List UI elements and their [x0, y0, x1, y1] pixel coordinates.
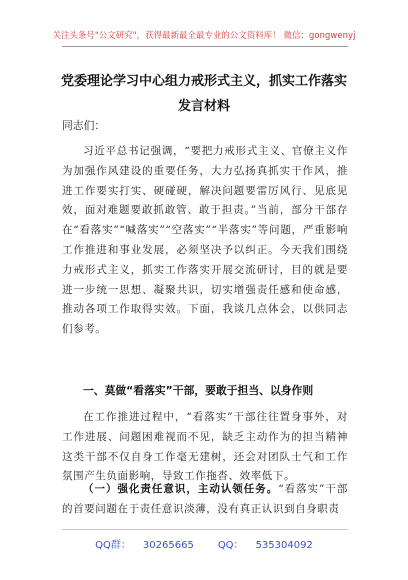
subsection-text: “看落实”干部的首要问题在于责任意识淡薄，没有真正认识到自身职责 — [62, 483, 348, 515]
paragraph-intro: 习近平总书记强调，“要把力戒形式主义、官僚主义作为加强作风建设的重要任务，大力弘扬真抓实干作风，推进工作要实打实、硬碰硬，解决问题要雷厉风行、见底见效，面对难题要敢抓敢管、敢于担责。”当前，部分干部存在“看落实”“喊落实”“空落实”“半落实”等问题，严重影响工作推进和事业发展，必须坚决予以纠正。今天我们围绕力戒形式主义，抓实工作落实开展交流研讨，目的就是要进一步统一思想、凝聚共识，切实增强责任感和使命感，推动各项工作取得实效。下面，我谈几点体会，以供同志们参考。 — [62, 145, 348, 336]
qq-number: 535304092 — [255, 540, 313, 551]
footer-contact — [0, 536, 408, 551]
header-divider — [62, 46, 348, 47]
footer-divider — [62, 529, 348, 530]
qq-group — [89, 540, 200, 551]
qq-contact — [212, 540, 319, 551]
qq-group-label: QQ群： — [95, 540, 131, 551]
qq-label: QQ： — [217, 540, 244, 551]
header-banner: 关注头条号"公文研究"，获得最新最全最专业的公文资料库！ 微信：gongwenyj — [52, 30, 356, 40]
document-title: 党委理论学习中心组力戒形式主义，抓实工作落实发言材料 — [60, 74, 347, 114]
paragraph-section-1: 在工作推进过程中，“看落实”干部往往置身事外，对工作进展、问题困难视而不见，缺乏主动作为的担当精神这类干部不仅自身工作毫无建树，还会对团队士气和工作氛围产生负面影响，导致工作拖沓、效率低下。 — [62, 411, 348, 483]
subsection-heading: （一）强化责任意识，主动认领任务。 — [83, 483, 279, 495]
section-heading-1: 一、莫做“看落实”干部，要敢于担当、以身作则 — [83, 384, 314, 397]
qq-group-number: 30265665 — [142, 540, 194, 551]
paragraph-subsection-1 — [62, 480, 348, 520]
salutation: 同志们： — [62, 119, 106, 132]
